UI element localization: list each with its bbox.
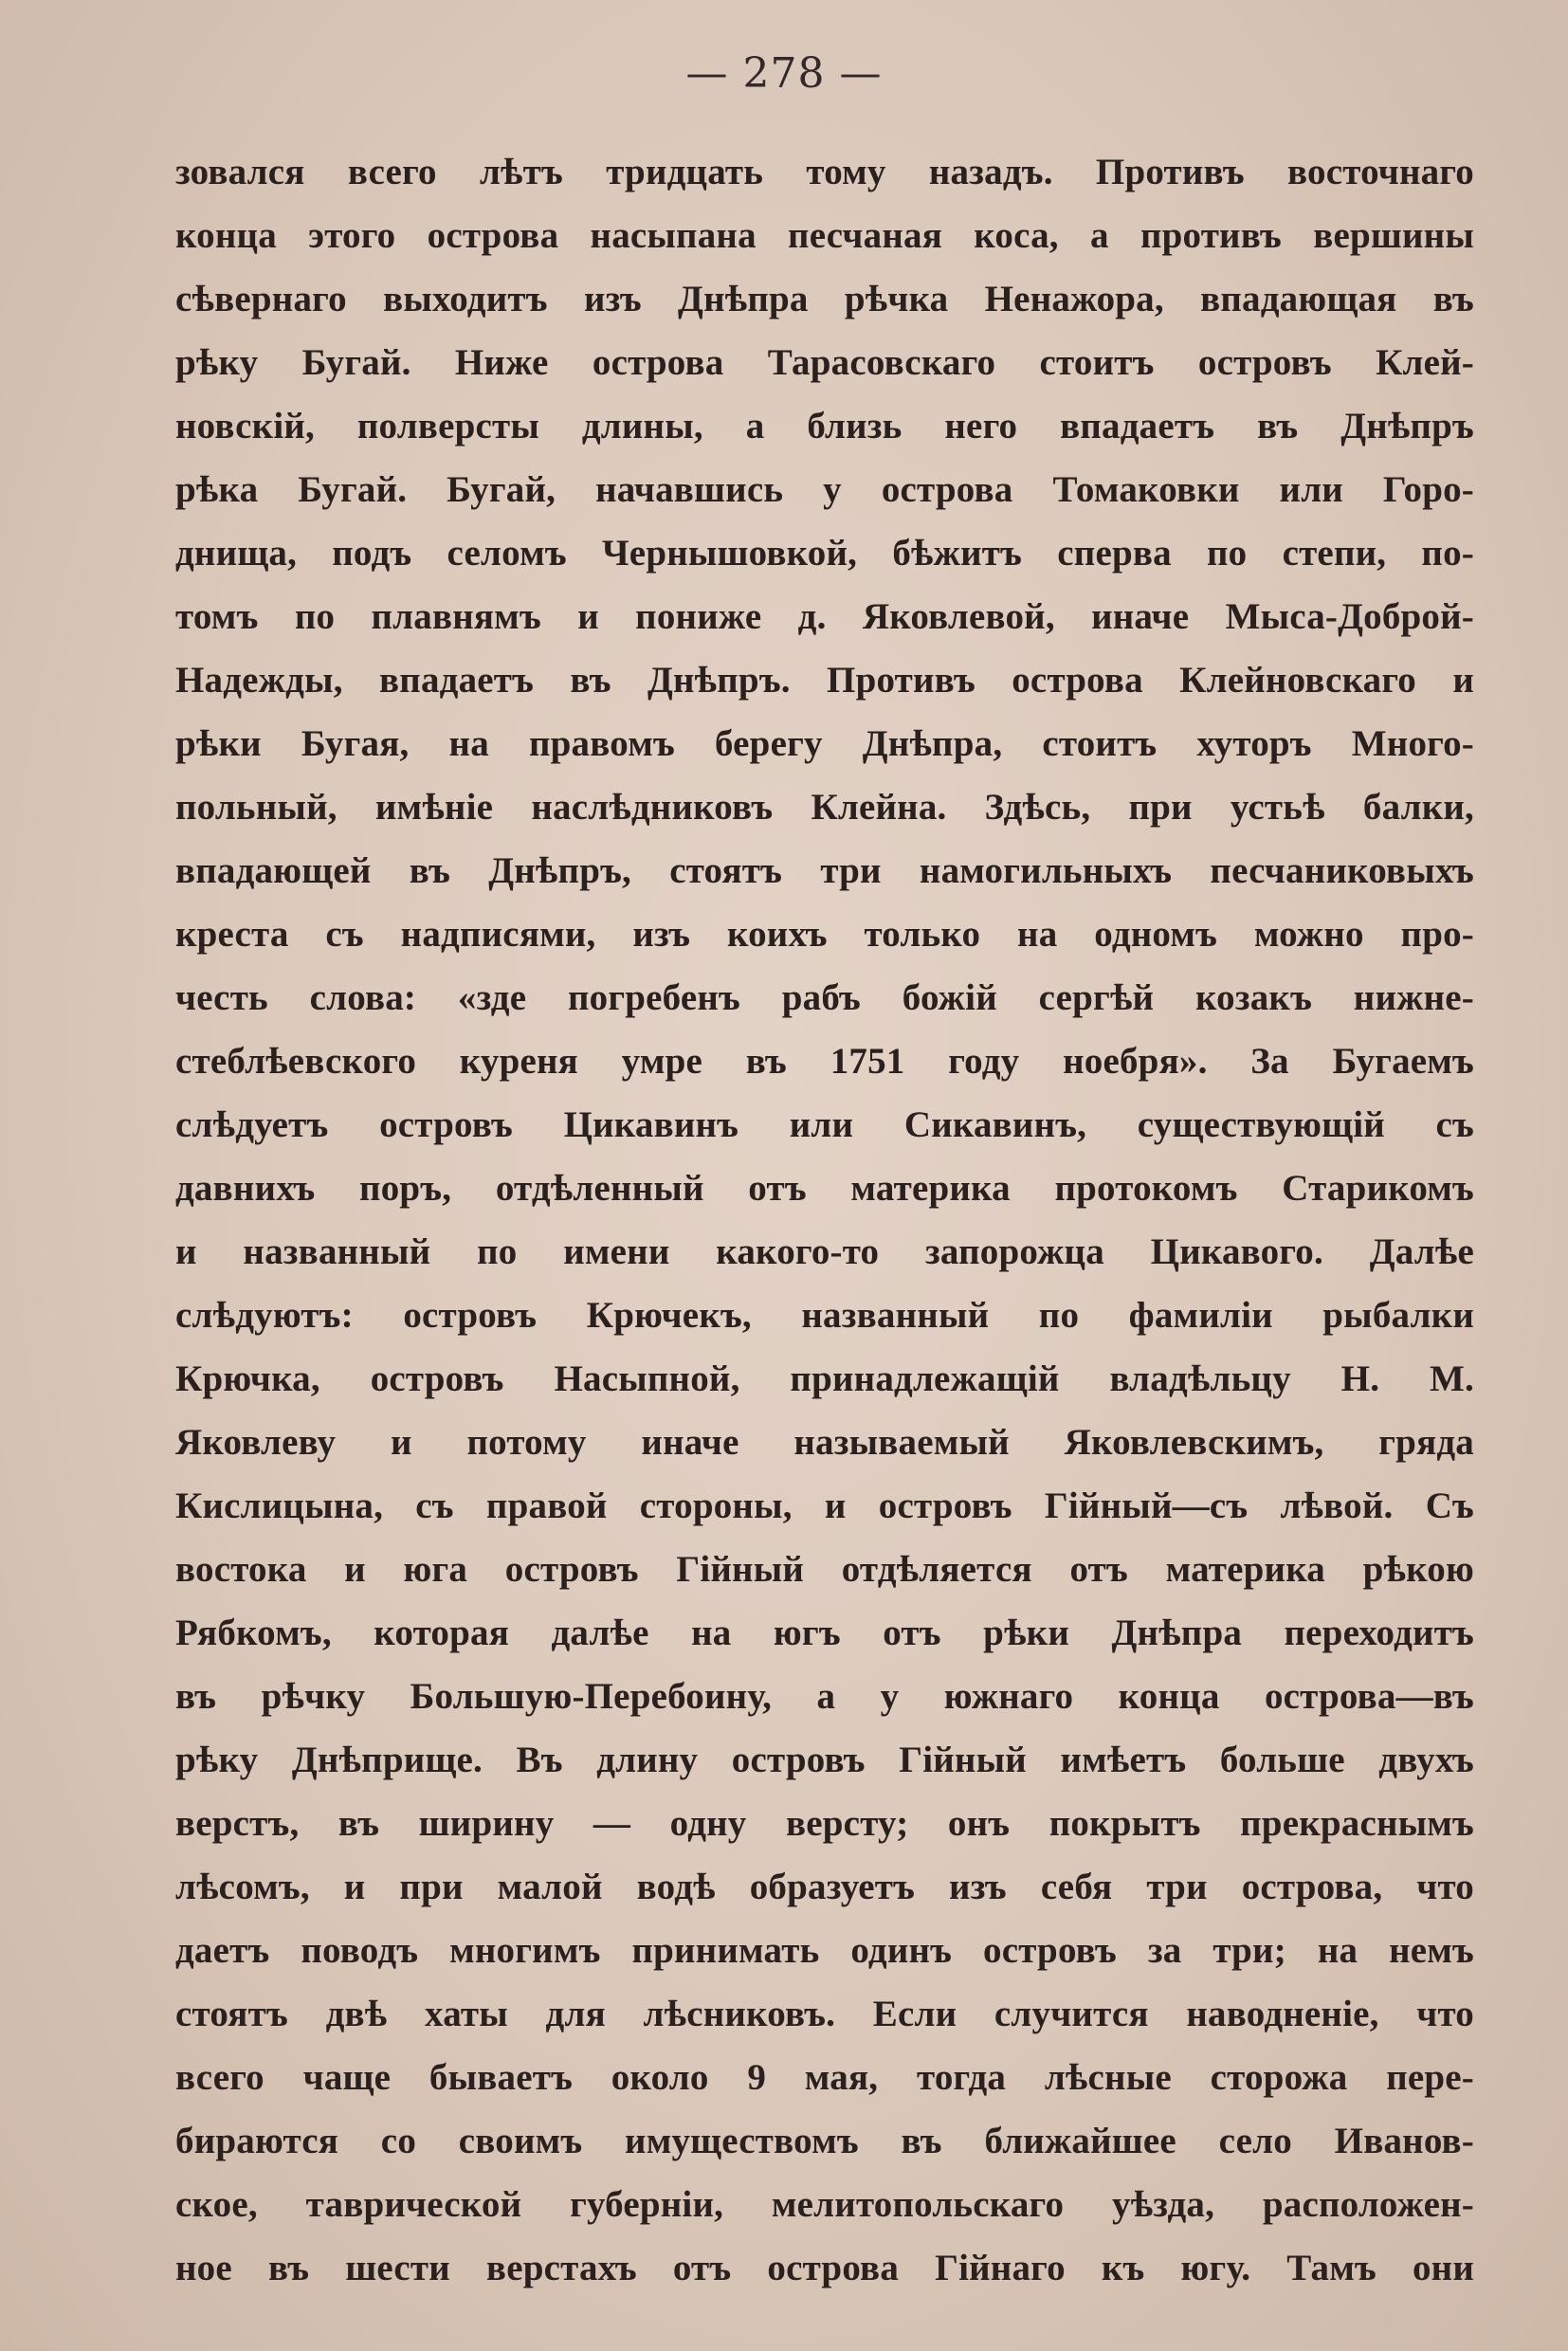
text-line: рѣки Бугая, на правомъ берегу Днѣпра, стоитъ хуторъ Много-	[175, 723, 1474, 764]
text-line: даетъ поводъ многимъ принимать одинъ островъ за три; на немъ	[175, 1930, 1474, 1971]
text-line: лѣсомъ, и при малой водѣ образуетъ изъ себя три острова, что	[175, 1867, 1474, 1907]
text-line: въ рѣчку Большую-Перебоину, а у южнаго конца острова—въ	[175, 1676, 1474, 1717]
text-line: востока и юга островъ Гійный отдѣляется отъ материка рѣкою	[175, 1549, 1474, 1590]
text-line: впадающей въ Днѣпръ, стоятъ три намогильныхъ песчаниковыхъ	[175, 850, 1474, 891]
text-line: томъ по плавнямъ и пониже д. Яковлевой, иначе Мыса-Доброй-	[175, 596, 1474, 637]
text-line: и названный по имени какого-то запорожца Цикавого. Далѣе	[175, 1231, 1474, 1272]
text-line: новскій, полверсты длины, а близь него впадаетъ въ Днѣпръ	[175, 406, 1474, 447]
text-line: Рябкомъ, которая далѣе на югъ отъ рѣки Днѣпра переходитъ	[175, 1613, 1474, 1653]
text-line: слѣдуютъ: островъ Крючекъ, названный по фамиліи рыбалки	[175, 1295, 1474, 1336]
text-line: верстъ, въ ширину — одну версту; онъ покрытъ прекраснымъ	[175, 1803, 1474, 1844]
text-line: Крючка, островъ Насыпной, принадлежащій владѣльцу Н. М.	[175, 1358, 1474, 1399]
page-number: — 278 —	[685, 49, 883, 98]
text-line: конца этого острова насыпана песчаная коса, а противъ вершины	[175, 215, 1474, 256]
text-line: зовался всего лѣтъ тридцать тому назадъ. Противъ восточнаго	[175, 152, 1474, 192]
text-line: ское, таврической губерніи, мелитопольскаго уѣзда, расположен-	[175, 2184, 1474, 2225]
text-line: рѣку Днѣприще. Въ длину островъ Гійный имѣетъ больше двухъ	[175, 1740, 1474, 1780]
text-line: слѣдуетъ островъ Цикавинъ или Сикавинъ, существующій съ	[175, 1104, 1474, 1145]
text-line: давнихъ поръ, отдѣленный отъ материка протокомъ Старикомъ	[175, 1168, 1474, 1209]
text-line: рѣку Бугай. Ниже острова Тарасовскаго стоитъ островъ Клей-	[175, 342, 1474, 383]
text-line: Яковлеву и потому иначе называемый Яковлевскимъ, гряда	[175, 1422, 1474, 1463]
text-line: Надежды, впадаетъ въ Днѣпръ. Противъ острова Клейновскаго и	[175, 660, 1474, 701]
text-line: креста съ надписями, изъ коихъ только на одномъ можно про-	[175, 914, 1474, 955]
text-line: польный, имѣніе наслѣдниковъ Клейна. Здѣсь, при устьѣ балки,	[175, 787, 1474, 828]
text-line: днища, подъ селомъ Чернышовкой, бѣжитъ сперва по степи, по-	[175, 533, 1474, 574]
text-line: бираются со своимъ имуществомъ въ ближайшее село Иванов-	[175, 2121, 1474, 2161]
text-line: всего чаще бываетъ около 9 мая, тогда лѣсные сторожа пере-	[175, 2057, 1474, 2098]
text-line: Кислицына, съ правой стороны, и островъ Гійный—съ лѣвой. Съ	[175, 1485, 1474, 1526]
text-line: ное въ шести верстахъ отъ острова Гійнаго къ югу. Тамъ они	[175, 2248, 1474, 2288]
body-text	[175, 140, 1474, 2300]
text-line: рѣка Бугай. Бугай, начавшись у острова Томаковки или Горо-	[175, 469, 1474, 510]
text-line: стеблѣевского куреня умре въ 1751 году ноебря». За Бугаемъ	[175, 1041, 1474, 1082]
text-line: сѣвернаго выходитъ изъ Днѣпра рѣчка Ненажора, впадающая въ	[175, 279, 1474, 319]
text-line: стоятъ двѣ хаты для лѣсниковъ. Если случится наводненіе, что	[175, 1994, 1474, 2034]
text-line: честь слова: «зде погребенъ рабъ божій сергѣй козакъ нижне-	[175, 977, 1474, 1018]
